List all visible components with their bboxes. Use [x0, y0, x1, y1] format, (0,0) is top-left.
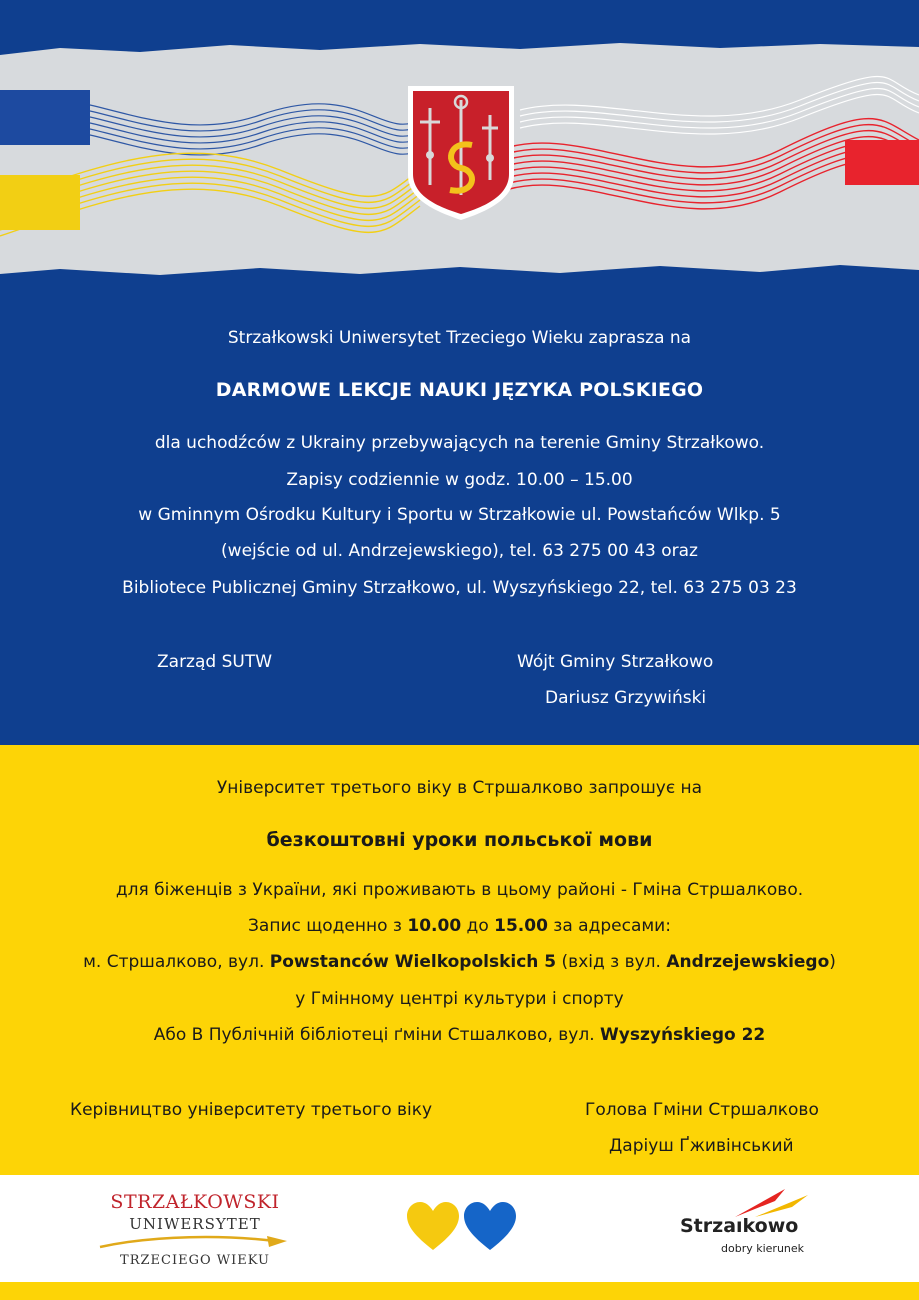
banner-graphic — [0, 0, 919, 300]
ukrainian-line — [0, 916, 919, 936]
arrow-swoosh-icon — [730, 1187, 810, 1217]
sutw-logo — [95, 1191, 295, 1271]
arrow-icon — [95, 1233, 295, 1253]
polish-line: Zapisy codziennie w godz. 10.00 – 15.00 — [286, 470, 633, 490]
sutw-logo-line2: UNIWERSYTET — [129, 1215, 261, 1233]
text-part: (вхід з вул. — [556, 952, 667, 972]
ukrainian-section — [0, 745, 919, 1175]
time-end: 15.00 — [494, 916, 548, 936]
time-start: 10.00 — [407, 916, 462, 936]
street-name: Powstanców Wielkopolskich 5 — [269, 952, 557, 972]
hearts-icon — [405, 1200, 520, 1255]
header-banner — [0, 0, 919, 300]
polish-intro: Strzałkowski Uniwersytet Trzeciego Wieku zaprasza na — [227, 328, 692, 348]
text-part: Або В Публічній бібліотеці ґміни Стшалково, вул. — [153, 1025, 601, 1045]
polish-line: (wejście od ul. Andrzejewskiego), tel. 63 275 00 43 oraz — [221, 541, 698, 561]
text-part: Запис щоденно з — [248, 916, 408, 936]
polish-section — [0, 300, 919, 745]
strzalkowo-name: Strzaıkowo — [680, 1215, 799, 1237]
text-part: за адресами: — [547, 916, 671, 936]
footer-yellow-strip — [0, 1282, 919, 1300]
polish-signature-right-title: Wójt Gminy Strzałkowo — [517, 652, 714, 672]
strzalkowo-logo — [675, 1187, 825, 1267]
ukrainian-line — [0, 1025, 919, 1045]
street-name: Andrzejewskiego — [666, 952, 830, 972]
red-block — [845, 140, 919, 185]
ukrainian-headline: безкоштовні уроки польської мови — [266, 829, 653, 851]
text-part: ) — [829, 952, 836, 972]
strzalkowo-tagline: dobry kierunek — [721, 1242, 805, 1255]
ukrainian-signature-right-name: Даріуш Ґживінський — [609, 1136, 794, 1156]
blue-heart-icon — [464, 1202, 516, 1250]
sutw-logo-line1: STRZAŁKOWSKI — [110, 1191, 280, 1213]
yellow-block — [0, 175, 80, 230]
ukrainian-line: у Гмінному центрі культури і спорту — [295, 989, 624, 1009]
yellow-heart-icon — [407, 1202, 459, 1250]
polish-line: Bibliotece Publicznej Gminy Strzałkowo, ul. Wyszyńskiego 22, tel. 63 275 03 23 — [122, 578, 797, 598]
polish-signature-right-name: Dariusz Grzywiński — [545, 688, 707, 708]
blue-block — [0, 90, 90, 145]
polish-line: dla uchodźców z Ukrainy przebywających na terenie Gminy Strzałkowo. — [154, 433, 765, 453]
polish-signature-left: Zarząd SUTW — [157, 652, 273, 672]
ukrainian-line: для біженців з України, які проживають в цьому районі - Гміна Стршалково. — [115, 880, 804, 900]
ukrainian-intro: Університет третього віку в Стршалково запрошує на — [216, 778, 703, 798]
sutw-logo-line3: TRZECIEGO WIEKU — [120, 1253, 270, 1268]
street-name: Wyszyńskiego 22 — [600, 1025, 766, 1045]
coat-of-arms — [408, 86, 514, 220]
ukrainian-line — [0, 952, 919, 972]
polish-line: w Gminnym Ośrodku Kultury i Sportu w Strzałkowie ul. Powstańców Wlkp. 5 — [138, 505, 781, 525]
ukrainian-signature-right-title: Голова Гміни Стршалково — [585, 1100, 819, 1120]
text-part: до — [461, 916, 495, 936]
polish-headline: DARMOWE LEKCJE NAUKI JĘZYKA POLSKIEGO — [215, 379, 704, 401]
ukrainian-signature-left: Керівництво університету третього віку — [70, 1100, 433, 1120]
text-part: м. Стршалково, вул. — [83, 952, 270, 972]
